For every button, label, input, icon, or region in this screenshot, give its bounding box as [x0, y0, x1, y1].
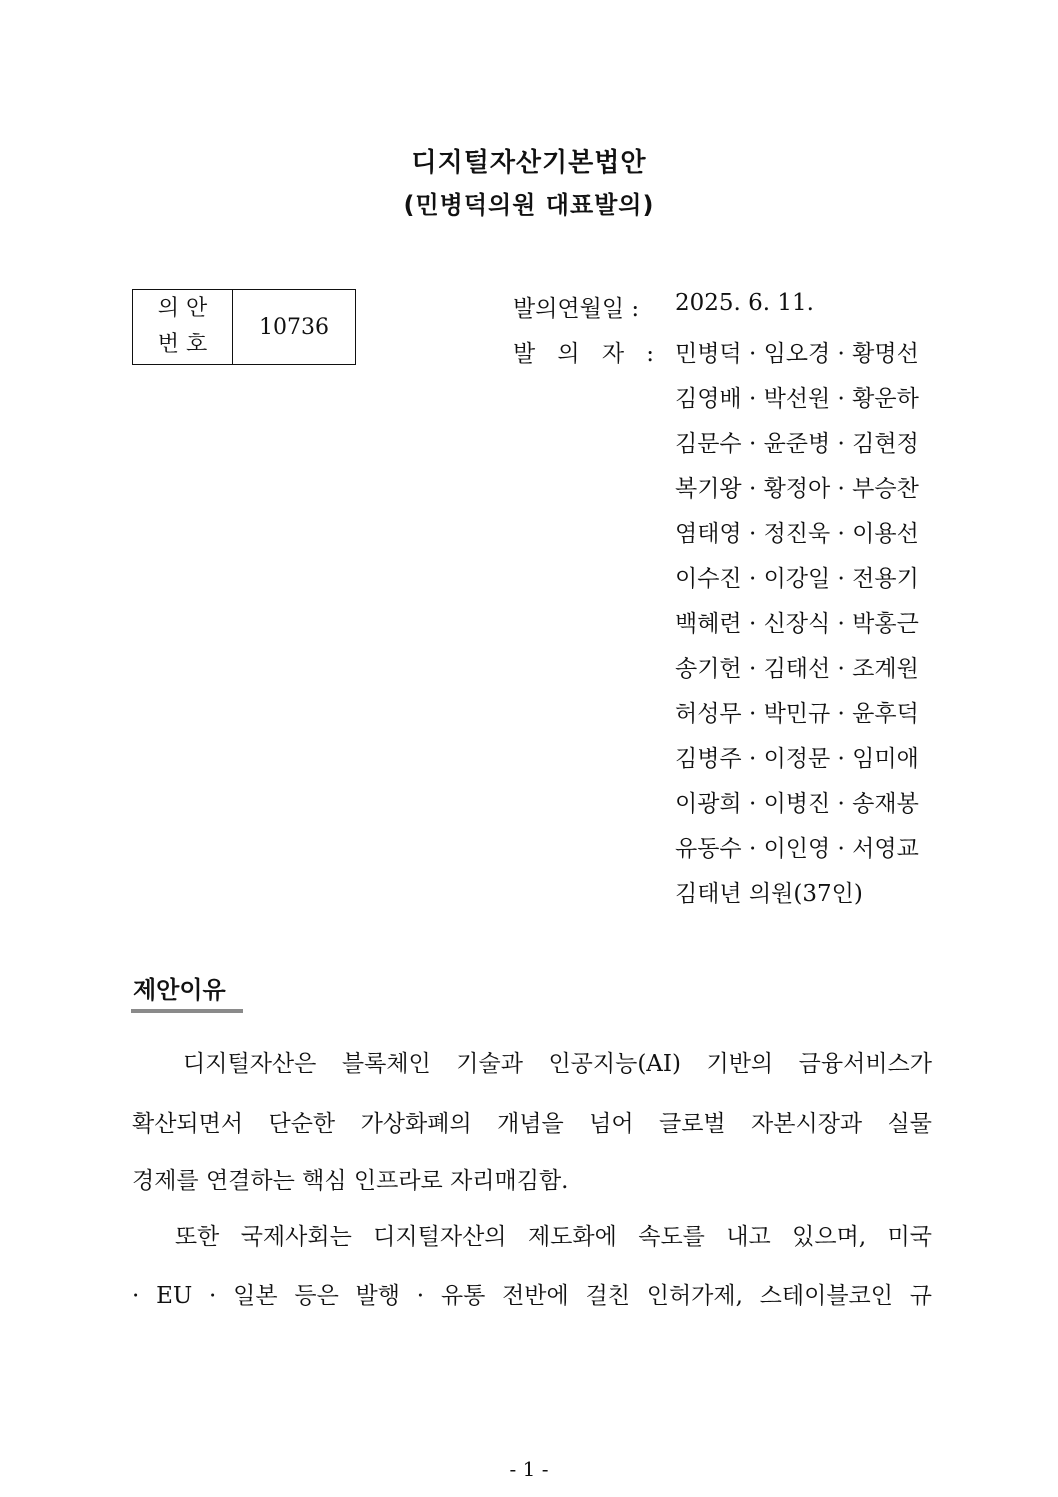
bill-number-label-line2: 번 호: [157, 332, 208, 357]
proposer-line: 백혜련 · 신장식 · 박홍근: [675, 611, 919, 637]
proposer-line: 염태영 · 정진욱 · 이용선: [675, 521, 919, 547]
proposer-line: 이광희 · 이병진 · 송재봉: [675, 791, 919, 817]
section-heading: 제안이유: [133, 976, 226, 1004]
body-line: 확산되면서 단순한 가상화폐의 개념을 넘어 글로벌 자본시장과 실물: [132, 1111, 932, 1137]
proposer-line: 김병주 · 이정문 · 임미애: [675, 746, 919, 772]
proposer-line: 이수진 · 이강일 · 전용기: [675, 566, 919, 592]
body-line: · EU · 일본 등은 발행 · 유통 전반에 걸친 인허가제, 스테이블코인 규: [132, 1283, 932, 1309]
section-heading-underline: [131, 1009, 243, 1013]
body-line: 경제를 연결하는 핵심 인프라로 자리매김함.: [132, 1168, 569, 1194]
proposer-line: 김문수 · 윤준병 · 김현정: [675, 431, 919, 457]
date-value: 2025. 6. 11.: [675, 290, 814, 316]
proposer-line: 복기왕 · 황정아 · 부승찬: [675, 476, 919, 502]
date-label: 발의연월일 :: [513, 296, 640, 322]
proposer-line: 김태년 의원(37인): [675, 881, 863, 907]
document-subtitle: (민병덕의원 대표발의): [403, 191, 655, 219]
bill-number-value: 10736: [233, 290, 356, 365]
bill-number-label-line1: 의 안: [157, 296, 208, 321]
bill-number-label: [133, 290, 233, 365]
body-line: 또한 국제사회는 디지털자산의 제도화에 속도를 내고 있으며, 미국: [132, 1224, 932, 1250]
proposer-line: 민병덕 · 임오경 · 황명선: [675, 341, 919, 367]
proposer-line: 유동수 · 이인영 · 서영교: [675, 836, 919, 862]
proposer-line: 허성무 · 박민규 · 윤후덕: [675, 701, 919, 727]
proposer-line: 김영배 · 박선원 · 황운하: [675, 386, 919, 412]
bill-number-box: [132, 289, 356, 365]
document-title: 디지털자산기본법안: [411, 148, 647, 178]
page-number: - 1 -: [509, 1457, 549, 1481]
proposer-line: 송기헌 · 김태선 · 조계원: [675, 656, 919, 682]
proposer-label: 발 의 자 :: [513, 341, 654, 367]
body-line: 디지털자산은 블록체인 기술과 인공지능(AI) 기반의 금융서비스가: [132, 1051, 932, 1077]
